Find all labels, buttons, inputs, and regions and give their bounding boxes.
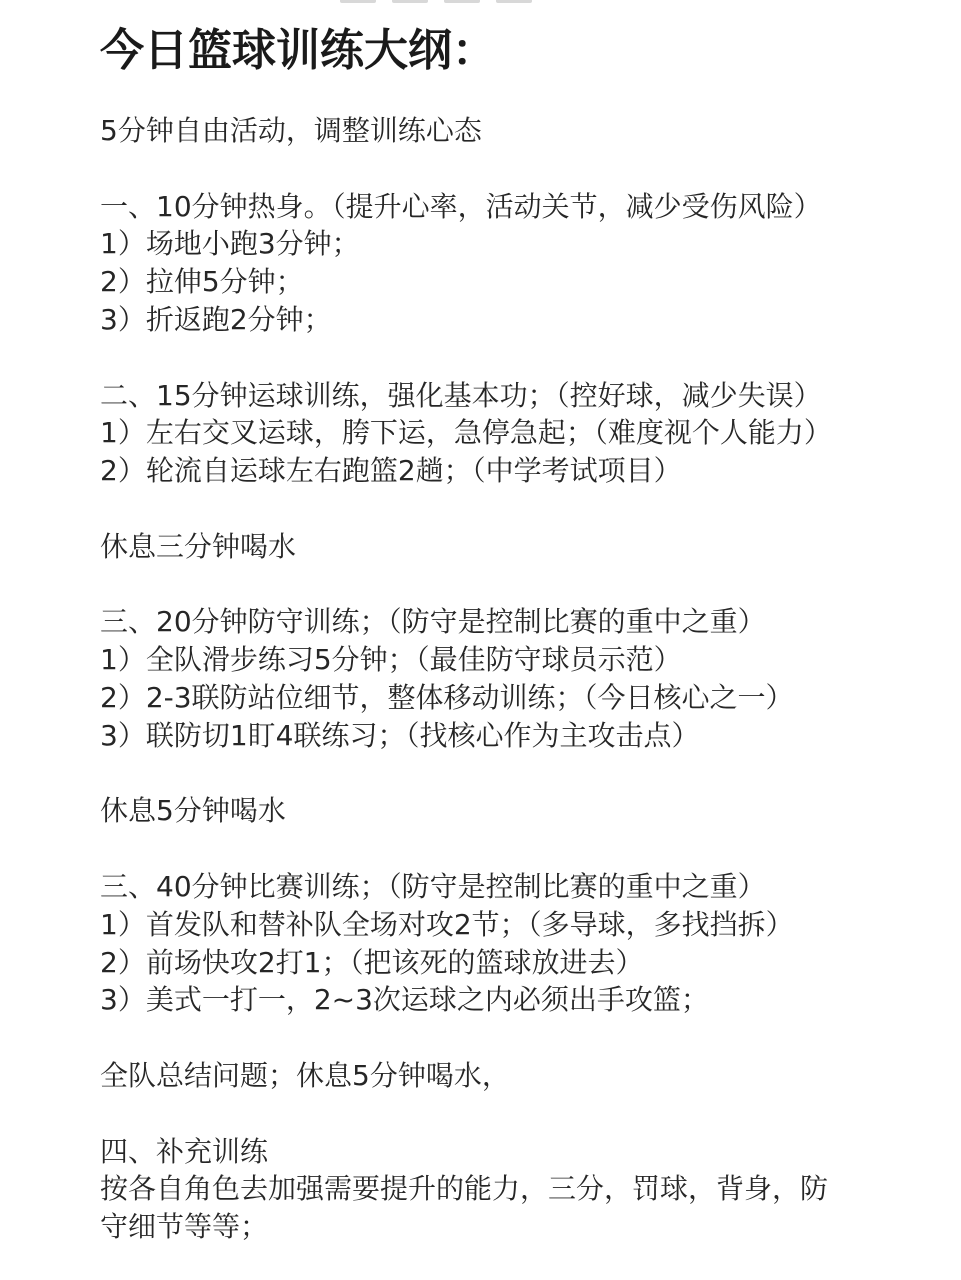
rest-line: 休息5分钟喝水 [100,794,286,828]
spacer [100,755,890,793]
game-training-heading: 三、40分钟比赛训练；（防守是控制比赛的重中之重） [100,869,766,903]
training-outline [100,112,890,1246]
spacer [100,490,890,528]
supplementary-body: 按各自角色去加强需要提升的能力，三分，罚球，背身，防 [100,1172,829,1206]
defense-item: 3）联防切1盯4联练习；（找核心作为主攻击点） [100,718,700,752]
supplementary-heading: 四、补充训练 [100,1134,269,1168]
rest-line: 休息三分钟喝水 [100,529,297,563]
defense-item: 2）2-3联防站位细节，整体移动训练；（今日核心之一） [100,680,794,714]
defense-heading: 三、20分钟防守训练；（防守是控制比赛的重中之重） [100,605,766,639]
warmup-item: 1）场地小跑3分钟； [100,227,360,261]
defense-item: 1）全队滑步练习5分钟；（最佳防守球员示范） [100,643,682,677]
spacer [100,1019,890,1057]
dribbling-item: 1）左右交叉运球，胯下运，急停急起；（难度视个人能力） [100,416,832,450]
spacer [100,566,890,604]
spacer [100,1095,890,1133]
spacer [100,150,890,188]
intro-line: 5分钟自由活动，调整训练心态 [100,114,482,147]
summary-line: 全队总结问题；休息5分钟喝水， [100,1058,510,1092]
supplementary-body: 守细节等等； [100,1210,269,1244]
game-training-item: 1）首发队和替补队全场对攻2节；（多导球，多找挡拆） [100,907,794,941]
game-training-item: 3）美式一打一，2~3次运球之内必须出手攻篮； [100,983,709,1017]
dribbling-item: 2）轮流自运球左右跑篮2趟；（中学考试项目） [100,454,682,488]
game-training-item: 2）前场快攻2打1；（把该死的篮球放进去） [100,945,644,979]
dribbling-heading: 二、15分钟运球训练，强化基本功；（控好球，减少失误） [100,378,822,412]
cropped-text-fragment [340,0,600,4]
warmup-heading: 一、10分钟热身。（提升心率，活动关节，减少受伤风险） [100,189,822,223]
warmup-item: 2）拉伸5分钟； [100,265,304,299]
warmup-item: 3）折返跑2分钟； [100,302,332,336]
spacer [100,830,890,868]
spacer [100,339,890,377]
page-title: 今日篮球训练大纲： [100,25,496,76]
